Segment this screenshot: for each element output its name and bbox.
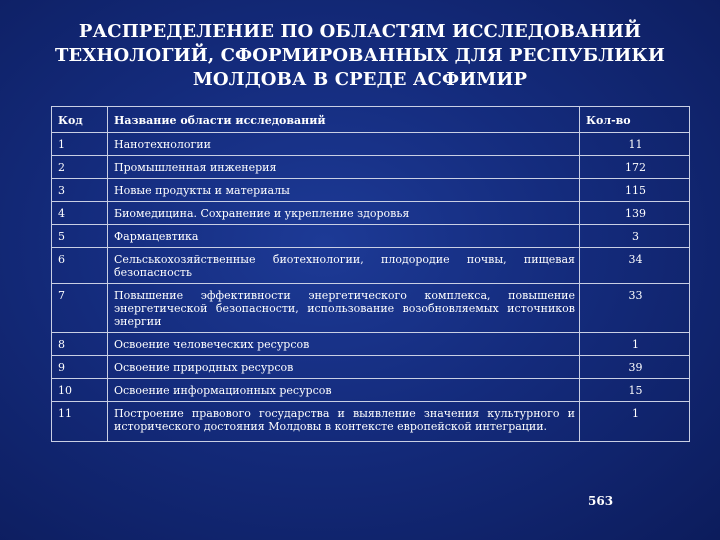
table-row bbox=[52, 133, 690, 156]
row-count: 33 bbox=[580, 284, 690, 333]
row-name: Нанотехнологии bbox=[108, 133, 580, 156]
row-code: 6 bbox=[52, 248, 108, 284]
table-row bbox=[52, 225, 690, 248]
row-name: Освоение человеческих ресурсов bbox=[108, 333, 580, 356]
row-name: Биомедицина. Сохранение и укрепление здоровья bbox=[108, 202, 580, 225]
title-line-3: МОЛДОВА В СРЕДЕ АСФИМИР bbox=[192, 69, 528, 90]
row-name: Новые продукты и материалы bbox=[108, 179, 580, 202]
row-count: 115 bbox=[580, 179, 690, 202]
table-row bbox=[52, 202, 690, 225]
row-code: 4 bbox=[52, 202, 108, 225]
row-code: 5 bbox=[52, 225, 108, 248]
table-row bbox=[52, 333, 690, 356]
row-name: Промышленная инженерия bbox=[108, 156, 580, 179]
table-row bbox=[52, 356, 690, 379]
table-row bbox=[52, 284, 690, 333]
page-title bbox=[40, 20, 680, 92]
title-line-2: ТЕХНОЛОГИЙ, СФОРМИРОВАННЫХ ДЛЯ РЕСПУБЛИКИ bbox=[55, 45, 665, 66]
table-row bbox=[52, 402, 690, 442]
row-count: 15 bbox=[580, 379, 690, 402]
row-name: Освоение информационных ресурсов bbox=[108, 379, 580, 402]
table-row bbox=[52, 379, 690, 402]
page-number: 563 bbox=[588, 494, 614, 508]
row-name: Построение правового государства и выявление значения культурного и исторического достояния Молдовы в контексте европейской интеграции. bbox=[108, 402, 580, 442]
row-code: 2 bbox=[52, 156, 108, 179]
row-count: 1 bbox=[580, 402, 690, 442]
row-count: 39 bbox=[580, 356, 690, 379]
table-row bbox=[52, 179, 690, 202]
table-header-row bbox=[52, 107, 690, 133]
header-code: Код bbox=[52, 107, 108, 133]
row-name: Повышение эффективности энергетического комплекса, повышение энергетической безопасности, использование возобновляемых источников энергии bbox=[108, 284, 580, 333]
row-code: 9 bbox=[52, 356, 108, 379]
row-count: 139 bbox=[580, 202, 690, 225]
title-line-1: РАСПРЕДЕЛЕНИЕ ПО ОБЛАСТЯМ ИССЛЕДОВАНИЙ bbox=[78, 21, 642, 42]
row-count: 3 bbox=[580, 225, 690, 248]
row-count: 172 bbox=[580, 156, 690, 179]
row-count: 11 bbox=[580, 133, 690, 156]
row-code: 3 bbox=[52, 179, 108, 202]
row-name: Сельськохозяйственные биотехнологии, плодородие почвы, пищевая безопасность bbox=[108, 248, 580, 284]
header-count: Кол-во bbox=[580, 107, 690, 133]
row-name: Освоение природных ресурсов bbox=[108, 356, 580, 379]
row-code: 10 bbox=[52, 379, 108, 402]
row-code: 7 bbox=[52, 284, 108, 333]
research-areas-table bbox=[51, 106, 690, 442]
table-row bbox=[52, 248, 690, 284]
row-count: 34 bbox=[580, 248, 690, 284]
header-name: Название области исследований bbox=[108, 107, 580, 133]
row-name: Фармацевтика bbox=[108, 225, 580, 248]
row-code: 1 bbox=[52, 133, 108, 156]
row-count: 1 bbox=[580, 333, 690, 356]
row-code: 8 bbox=[52, 333, 108, 356]
row-code: 11 bbox=[52, 402, 108, 442]
table-row bbox=[52, 156, 690, 179]
